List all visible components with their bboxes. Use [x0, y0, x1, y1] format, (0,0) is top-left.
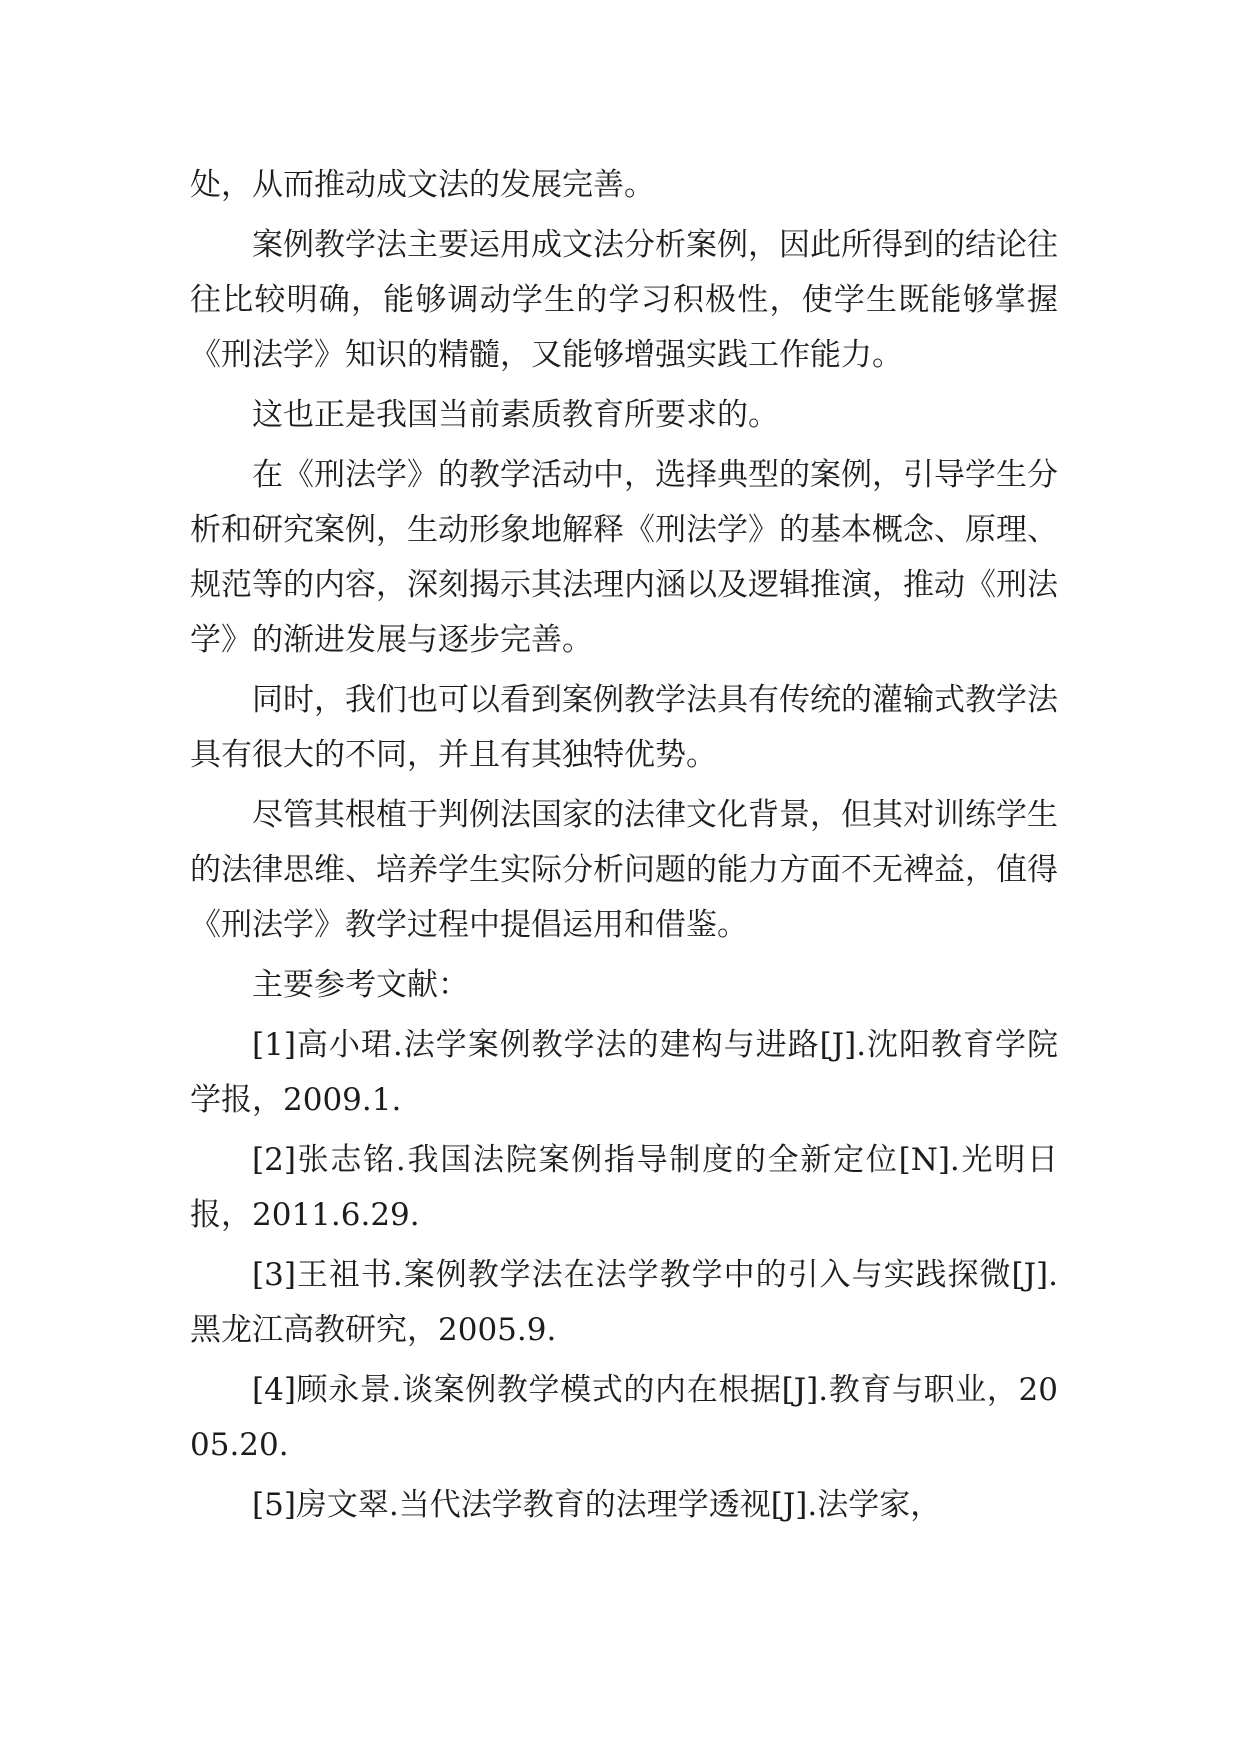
reference-item: [1]高小珺.法学案例教学法的建构与进路[J].沈阳教育学院学报，2009.1. — [190, 1027, 1058, 1118]
body-paragraph: 在《刑法学》的教学活动中，选择典型的案例，引导学生分析和研究案例，生动形象地解释《刑法学》的基本概念、原理、规范等的内容，深刻揭示其法理内涵以及逻辑推演，推动《刑法学》的渐进发展与逐步完善。 — [190, 457, 1058, 658]
reference-item: [3]王祖书.案例教学法在法学教学中的引入与实践探微[J].黑龙江高教研究，2005.9. — [190, 1257, 1058, 1348]
references-heading: 主要参考文献： — [252, 967, 469, 1003]
body-paragraph: 同时，我们也可以看到案例教学法具有传统的灌输式教学法具有很大的不同，并且有其独特优势。 — [190, 682, 1058, 773]
reference-item: [4]顾永景.谈案例教学模式的内在根据[J].教育与职业，2005.20. — [190, 1372, 1058, 1463]
body-paragraph: 这也正是我国当前素质教育所要求的。 — [252, 397, 779, 433]
reference-item: [2]张志铭.我国法院案例指导制度的全新定位[N].光明日报，2011.6.29. — [190, 1142, 1058, 1233]
body-paragraph: 案例教学法主要运用成文法分析案例，因此所得到的结论往往比较明确，能够调动学生的学习积极性，使学生既能够掌握《刑法学》知识的精髓，又能够增强实践工作能力。 — [190, 227, 1058, 373]
body-paragraph: 尽管其根植于判例法国家的法律文化背景，但其对训练学生的法律思维、培养学生实际分析问题的能力方面不无裨益，值得《刑法学》教学过程中提倡运用和借鉴。 — [190, 797, 1058, 943]
body-paragraph: 处，从而推动成文法的发展完善。 — [190, 167, 655, 203]
document-body — [190, 158, 1058, 1538]
reference-item: [5]房文翠.当代法学教育的法理学透视[J].法学家， — [252, 1487, 942, 1523]
